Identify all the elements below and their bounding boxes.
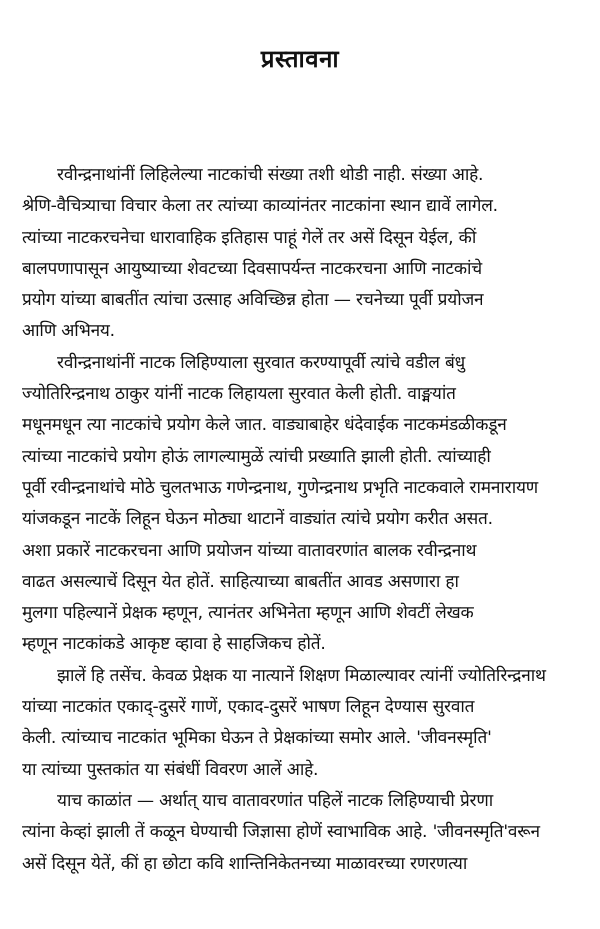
text-line: मधूनमधून त्या नाटकांचे प्रयोग केले जात. वाड्याबाहेर धंदेवाईक नाटकमंडळीकडून — [22, 415, 507, 436]
text-line: म्हणून नाटकांकडे आकृष्ट व्हावा हे साहजिकच होतें. — [22, 634, 326, 655]
text-line: प्रयोग यांच्या बाबतींत त्यांचा उत्साह अविच्छिन्न होता — रचनेच्या पूर्वी प्रयोजन — [22, 290, 484, 311]
text-line: अशा प्रकारें नाटकरचना आणि प्रयोजन यांच्या वातावरणांत बालक रवीन्द्रनाथ — [22, 540, 477, 561]
text-line: मुलगा पहिल्यानें प्रेक्षक म्हणून, त्यानंतर अभिनेता म्हणून आणि शेवटीं लेखक — [22, 603, 474, 624]
text-line: रवीन्द्रनाथांनीं लिहिलेल्या नाटकांची संख्या तशी थोडी नाही. संख्या आहे. — [57, 165, 484, 185]
paragraph — [22, 786, 582, 880]
text-line: असें दिसून येतें, कीं हा छोटा कवि शान्तिनिकेतनच्या माळावरच्या रणरणत्या — [22, 853, 468, 874]
text-line: त्यांच्या नाटकरचनेचा धारावाहिक इतिहास पाहूं गेलें तर असें दिसून येईल, कीं — [22, 227, 477, 248]
text-line: वाढत असल्याचें दिसून येत होतें. साहित्याच्या बाबतींत आवड असणारा हा — [22, 571, 459, 592]
text-line: ज्योतिरिन्द्रनाथ ठाकुर यांनीं नाटक लिहायला सुरवात केली होती. वाङ्मयांत — [22, 384, 456, 405]
page-title: प्रस्तावना — [260, 45, 340, 73]
body-text — [22, 160, 582, 880]
text-line: श्रेणि-वैचित्र्याचा विचार केला तर त्यांच्या काव्यांनंतर नाटकांना स्थान द्यावें लागेल. — [22, 196, 498, 217]
text-line: रवीन्द्रनाथांनीं नाटक लिहिण्याला सुरवात करण्यापूर्वी त्यांचे वडील बंधु — [57, 352, 465, 373]
text-line: झालें हि तसेंच. केवळ प्रेक्षक या नात्यानें शिक्षण मिळाल्यावर त्यांनीं ज्योतिरिन्द्रनाथ — [57, 665, 546, 686]
text-line: त्यांना केव्हां झाली तें कळून घेण्याची जिज्ञासा होणें स्वाभाविक आहे. 'जीवनस्मृति'वरून — [22, 822, 540, 843]
paragraph — [22, 661, 582, 786]
text-line: या त्यांच्या पुस्तकांत या संबंधीं विवरण आलें आहे. — [22, 759, 319, 780]
text-line: आणि अभिनय. — [22, 321, 115, 342]
text-line: पूर्वी रवीन्द्रनाथांचे मोठे चुलतभाऊ गणेन्द्रनाथ, गुणेन्द्रनाथ प्रभृति नाटकवाले रामनारायण — [22, 477, 538, 498]
paragraph — [22, 348, 582, 661]
text-line: यांच्या नाटकांत एकाद्-दुसरें गाणें, एकाद-दुसरें भाषण लिहून देण्यास सुरवात — [22, 697, 475, 718]
text-line: त्यांच्या नाटकांचे प्रयोग होऊं लागल्यामुळें त्यांची प्रख्याति झाली होती. त्यांच्याही — [22, 446, 491, 467]
text-line: बालपणापासून आयुष्याच्या शेवटच्या दिवसापर्यन्त नाटकरचना आणि नाटकांचे — [22, 258, 483, 279]
paragraph — [22, 160, 582, 348]
text-line: याच काळांत — अर्थात् याच वातावरणांत पहिलें नाटक लिहिण्याची प्रेरणा — [57, 790, 494, 811]
text-line: यांजकडून नाटकें लिहून घेऊन मोठ्या थाटानें वाड्यांत त्यांचे प्रयोग करीत असत. — [22, 509, 493, 530]
text-line: केली. त्यांच्याच नाटकांत भूमिका घेऊन ते प्रेक्षकांच्या समोर आले. 'जीवनस्मृति' — [22, 728, 492, 749]
